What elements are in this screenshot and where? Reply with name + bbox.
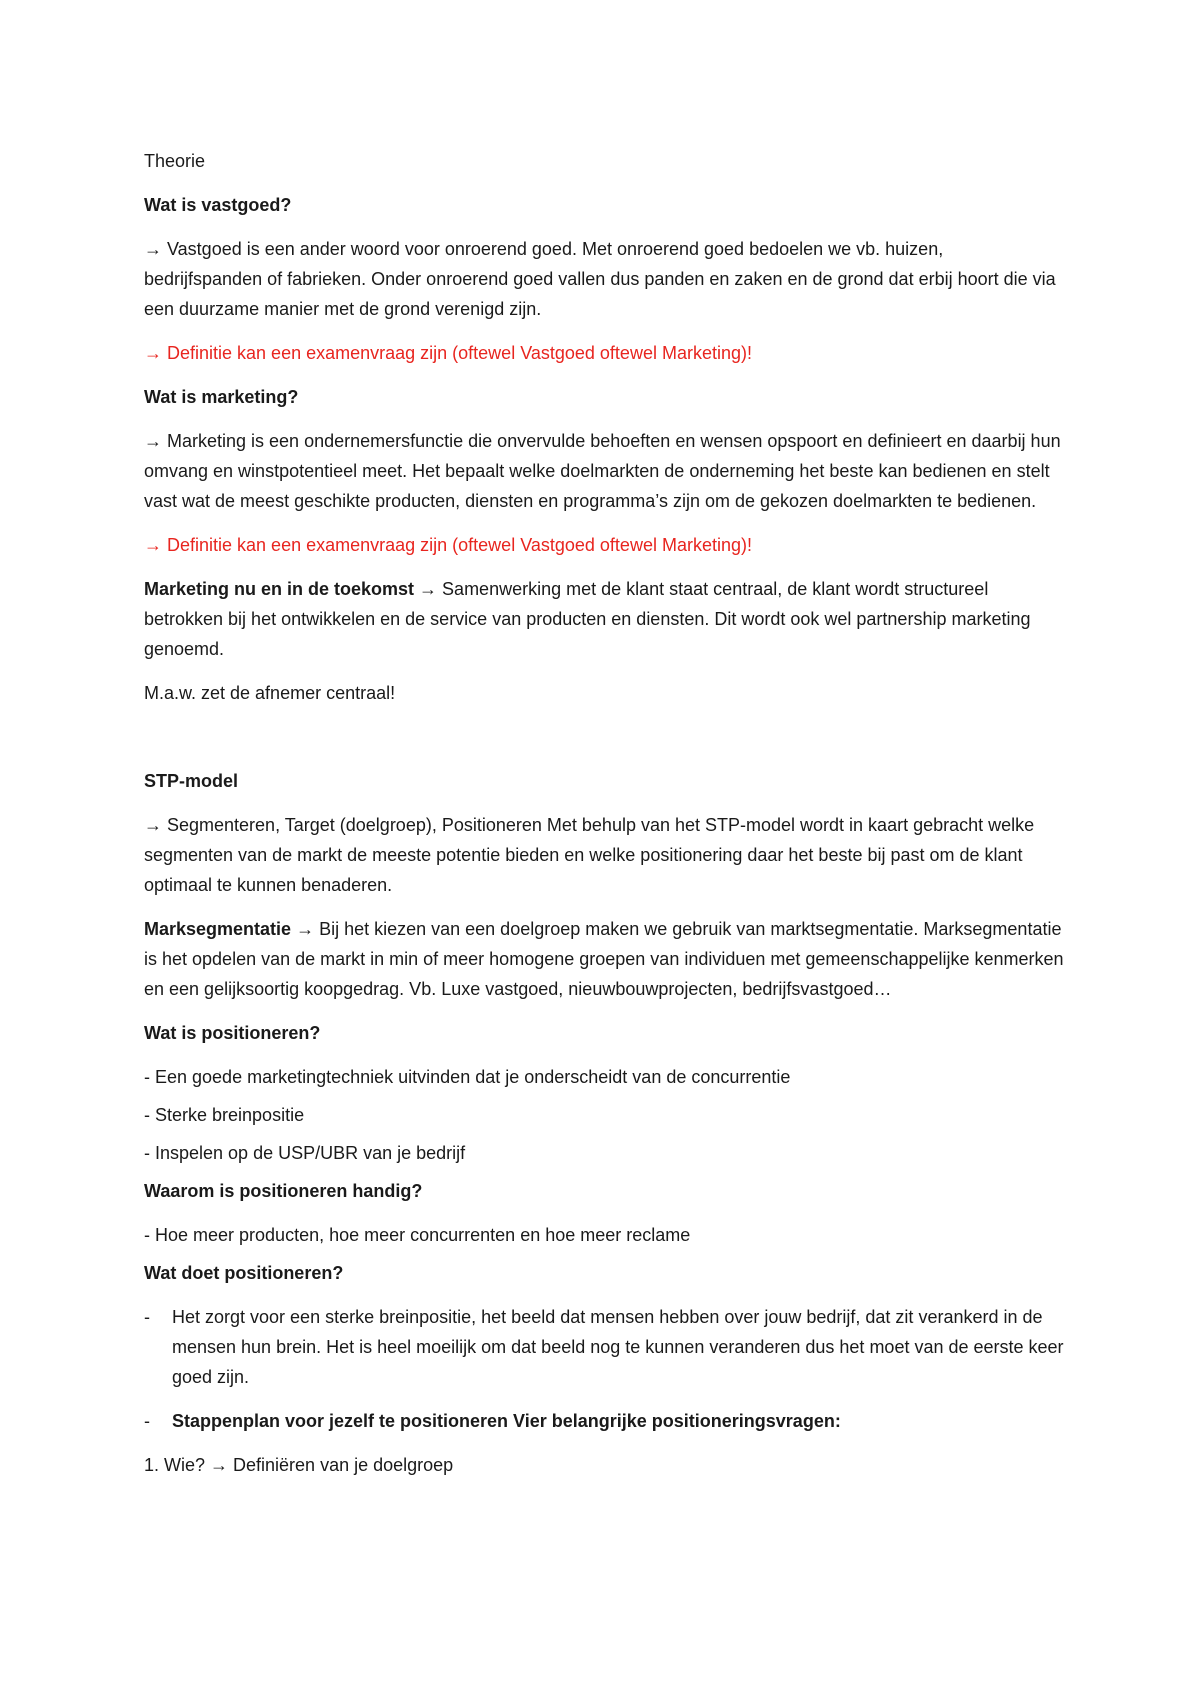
list-item-handig: - Hoe meer producten, hoe meer concurrenten en hoe meer reclame [144, 1225, 691, 1245]
paragraph-maw: M.a.w. zet de afnemer centraal! [144, 683, 396, 703]
section-spacer [144, 722, 1064, 766]
dash-marker: - [144, 1411, 150, 1431]
paragraph-marketing-toekomst [144, 574, 1064, 664]
paragraph-vastgoed: → Vastgoed is een ander woord voor onroerend goed. Met onroerend goed bedoelen we vb. huizen, bedrijfspanden of fabrieken. Onder onroerend goed vallen dus panden en zaken en de grond dat erbij hoort die via een duurzame manier met de grond verenigd zijn. [144, 239, 1056, 319]
numbered-step-1: 1. Wie? → Definiëren van je doelgroep [144, 1455, 454, 1475]
exam-note-1: → Definitie kan een examenvraag zijn (oftewel Vastgoed oftewel Marketing)! [144, 343, 752, 363]
text-marketing-toekomst: → Samenwerking met de klant staat centraal, de klant wordt structureel betrokken bij het ontwikkelen en de service van producten en diensten. Dit wordt ook wel partnership marketing genoemd. [144, 579, 1031, 659]
list-item-positioneren-2: - Sterke breinpositie [144, 1105, 305, 1125]
exam-note-2: → Definitie kan een examenvraag zijn (oftewel Vastgoed oftewel Marketing)! [144, 535, 752, 555]
dash-marker: - [144, 1307, 150, 1327]
label-marketing-toekomst: Marketing nu en in de toekomst [144, 579, 415, 599]
list-item-text: Stappenplan voor jezelf te positioneren Vier belangrijke positioneringsvragen: [172, 1411, 841, 1431]
heading-wat-is-vastgoed: Wat is vastgoed? [144, 195, 292, 215]
heading-wat-is-marketing: Wat is marketing? [144, 387, 299, 407]
heading-waarom-handig: Waarom is positioneren handig? [144, 1181, 423, 1201]
label-marksegmentatie: Marksegmentatie [144, 919, 292, 939]
heading-wat-is-positioneren: Wat is positioneren? [144, 1023, 321, 1043]
text-marksegmentatie: → Bij het kiezen van een doelgroep maken we gebruik van marktsegmentatie. Marksegmentatie is het opdelen van de markt in min of meer homogene groepen van individuen met gemeenschappelijke kenmerken en een gelijksoortig koopgedrag. Vb. Luxe vastgoed, nieuwbouwprojecten, bedrijfsvastgoed… [144, 919, 1064, 999]
list-item-doet-2 [144, 1406, 1064, 1436]
paragraph-marketing: → Marketing is een ondernemersfunctie die onvervulde behoeften en wensen opspoort en definieert en daarbij hun omvang en winstpotentieel meet. Het bepaalt welke doelmarkten de onderneming het beste kan bedienen en stelt vast wat de meest geschikte producten, diensten en programma’s zijn om de gekozen doelmarkten te bedienen. [144, 431, 1061, 511]
heading-wat-doet-positioneren: Wat doet positioneren? [144, 1263, 344, 1283]
list-item-doet-1 [144, 1302, 1064, 1392]
list-item-text: Het zorgt voor een sterke breinpositie, het beeld dat mensen hebben over jouw bedrijf, dat zit verankerd in de mensen hun brein. Het is heel moeilijk om dat beeld nog te kunnen veranderen dus het moet van de eerste keer goed zijn. [172, 1307, 1064, 1387]
heading-stp-model: STP-model [144, 771, 239, 791]
list-item-positioneren-1: - Een goede marketingtechniek uitvinden dat je onderscheidt van de concurrentie [144, 1067, 791, 1087]
document-title: Theorie [144, 151, 206, 171]
paragraph-stp: → Segmenteren, Target (doelgroep), Positioneren Met behulp van het STP-model wordt in kaart gebracht welke segmenten van de markt de meeste potentie bieden en welke positionering daar het beste bij past om de klant optimaal te kunnen benaderen. [144, 815, 1035, 895]
document-content [144, 146, 1064, 1494]
paragraph-marksegmentatie [144, 914, 1064, 1004]
list-item-positioneren-3: - Inspelen op de USP/UBR van je bedrijf [144, 1143, 466, 1163]
